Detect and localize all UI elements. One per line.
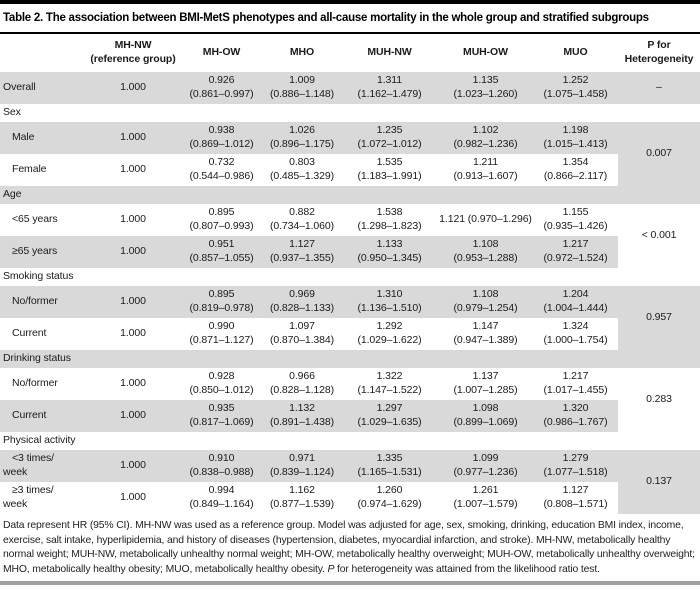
p-value-cell: 0.957	[618, 286, 700, 350]
ci-value: (0.913–1.607)	[453, 170, 518, 182]
row-label	[0, 236, 86, 268]
hr-cell	[180, 72, 263, 104]
ci-value: (0.877–1.539)	[269, 498, 335, 510]
ci-value: (0.977–1.236)	[453, 466, 518, 478]
hr-cell	[180, 400, 263, 432]
hr-cell	[180, 286, 263, 318]
hr-value: 1.320	[562, 402, 589, 415]
footnote-italic-p: P	[327, 563, 335, 575]
ci-value: (0.807–0.993)	[189, 220, 254, 232]
ci-value: (1.072–1.012)	[357, 138, 422, 150]
ci-value: (0.817–1.069)	[189, 416, 254, 428]
ci-value: (1.004–1.444)	[543, 302, 608, 314]
hr-value: 1.009	[289, 74, 315, 87]
section-label: Drinking status	[0, 350, 700, 368]
header-line: P for	[647, 39, 671, 52]
hr-value: 1.217	[562, 370, 589, 383]
ci-value: (0.899–1.069)	[453, 416, 518, 428]
hr-value: 0.928	[208, 370, 235, 383]
hr-value: 0.966	[289, 370, 315, 383]
row-label-line1: <3 times/	[12, 452, 54, 465]
row-label	[0, 286, 86, 318]
column-header-muh-ow: MUH-OW	[463, 46, 508, 59]
reference-cell: 1.000	[120, 327, 146, 340]
ci-value: (0.544–0.986)	[189, 170, 254, 182]
hr-cell	[180, 368, 263, 400]
hr-value: 1.538	[376, 206, 403, 219]
hr-cell	[438, 450, 533, 482]
hr-cell	[438, 400, 533, 432]
hr-cell	[263, 400, 341, 432]
row-label-line2: week	[3, 498, 28, 510]
hr-value: 1.135	[472, 74, 499, 87]
hr-value: 1.322	[376, 370, 403, 383]
hr-value: 1.108	[472, 238, 499, 251]
hr-cell	[180, 450, 263, 482]
hr-cell	[341, 236, 438, 268]
hr-cell	[341, 318, 438, 350]
hr-cell	[533, 482, 618, 514]
hr-cell	[533, 122, 618, 154]
hr-cell	[438, 318, 533, 350]
ci-value: (1.077–1.518)	[543, 466, 608, 478]
hr-value: 0.882	[289, 206, 315, 219]
table-row-male	[0, 122, 700, 154]
hr-value: 0.971	[289, 452, 315, 465]
ci-value: (0.886–1.148)	[269, 88, 335, 100]
hr-cell	[263, 204, 341, 236]
section-label: Sex	[3, 106, 21, 119]
ci-value: (0.828–1.128)	[269, 384, 335, 396]
ci-value: (1.075–1.458)	[543, 88, 608, 100]
reference-cell: 1.000	[120, 377, 146, 390]
reference-cell: 1.000	[86, 400, 180, 432]
table-title: Table 2. The association between BMI-MetS phenotypes and all-cause mortality in the whole group and stratified subgroups	[3, 12, 649, 24]
ci-value: (0.896–1.175)	[269, 138, 335, 150]
hr-value: 1.198	[562, 124, 589, 137]
hr-value: 1.132	[289, 402, 315, 415]
row-label-text: Overall	[3, 81, 36, 94]
reference-cell: 1.000	[120, 163, 146, 176]
hr-cell	[263, 154, 341, 186]
hr-value: 1.535	[376, 156, 403, 169]
hr-value: 1.310	[376, 288, 403, 301]
ci-value: (1.029–1.622)	[357, 334, 422, 346]
hr-value: 0.951	[208, 238, 235, 251]
hr-cell	[438, 72, 533, 104]
ci-value: (0.849–1.164)	[189, 498, 254, 510]
section-label: Physical activity	[3, 434, 76, 447]
ci-value: (0.947–1.389)	[453, 334, 518, 346]
ci-value: (0.861–0.997)	[189, 88, 254, 100]
hr-cell	[438, 122, 533, 154]
ci-value: (0.974–1.629)	[357, 498, 422, 510]
hr-value: 1.311	[377, 74, 402, 87]
hr-cell	[438, 236, 533, 268]
hr-value: 1.297	[376, 402, 403, 415]
hr-value: 1.354	[562, 156, 589, 169]
ci-value: (1.298–1.823)	[357, 220, 422, 232]
table-row-drinking-current	[0, 400, 700, 432]
hr-value: 0.895	[208, 206, 235, 219]
ci-value: (1.000–1.754)	[543, 334, 608, 346]
hr-value: 1.121 (0.970–1.296)	[439, 213, 532, 226]
hr-value: 0.803	[289, 156, 315, 169]
ci-value: (0.972–1.524)	[543, 252, 608, 264]
row-label-text: No/former	[12, 377, 58, 390]
hr-cell	[341, 204, 438, 236]
hr-value: 1.292	[376, 320, 403, 333]
column-header-mho: MHO	[289, 46, 315, 59]
row-label-text	[3, 484, 61, 511]
hr-value: 1.099	[472, 452, 499, 465]
results-table	[0, 34, 700, 514]
hr-value: 1.097	[289, 320, 315, 333]
hr-value: 0.935	[208, 402, 235, 415]
hr-value: 0.926	[208, 74, 235, 87]
hr-value: 1.137	[472, 370, 499, 383]
table-row-under-65	[0, 204, 700, 236]
section-row-drinking-status	[0, 350, 700, 368]
hr-cell	[180, 318, 263, 350]
hr-cell	[180, 236, 263, 268]
hr-cell	[341, 450, 438, 482]
p-value-cell: 0.283	[646, 393, 672, 406]
hr-cell	[533, 236, 618, 268]
row-label-text: Current	[12, 327, 47, 340]
hr-value: 1.108	[472, 288, 499, 301]
ci-value: (1.165–1.531)	[357, 466, 422, 478]
ci-value: (1.162–1.479)	[357, 88, 422, 100]
hr-value: 1.252	[562, 74, 589, 87]
hr-value: 0.994	[208, 484, 235, 497]
column-header-mh-nw-reference	[86, 34, 180, 72]
hr-value: 1.261	[472, 484, 499, 497]
table-row-drinking-no-former	[0, 368, 700, 400]
hr-value: 0.732	[208, 156, 235, 169]
footnote-text: Data represent HR (95% CI). MH-NW was used as a reference group. Model was adjusted for age, sex, smoking, drinking, education BMI index, income, exercise, salt intake, hyperlipidemia, and history of diseases (hypertension, diabetes, myocardial infarction, and stroke). MH-NW, metabolically healthy normal weight; MUH-NW, metabolically unhealthy normal weight; MH-OW, metabolically healthy overweight; MUH-OW, metabolically unhealthy overweight; MHO, metabolically healthy obesity; MUO, metabolically healthy obesity.	[3, 520, 695, 575]
header-line: MH-NW	[114, 39, 152, 52]
hr-value: 1.147	[472, 320, 499, 333]
ci-value: (0.838–0.988)	[189, 466, 254, 478]
hr-cell	[263, 72, 341, 104]
hr-cell	[341, 400, 438, 432]
hr-cell	[438, 204, 533, 236]
table-row-female	[0, 154, 700, 186]
section-label: Age	[0, 186, 700, 204]
hr-cell	[341, 286, 438, 318]
row-label	[0, 154, 86, 186]
section-row-smoking-status	[0, 268, 700, 286]
row-label-text: <65 years	[12, 213, 58, 226]
p-value-cell: –	[618, 72, 700, 104]
hr-cell	[533, 286, 618, 318]
reference-cell: 1.000	[86, 72, 180, 104]
hr-cell	[180, 482, 263, 514]
table-row-activity-3-or-more	[0, 482, 700, 514]
hr-value: 1.127	[562, 484, 589, 497]
column-header-mh-ow: MH-OW	[202, 46, 241, 59]
hr-cell	[438, 368, 533, 400]
table-footnote	[0, 519, 700, 577]
row-label-text: No/former	[12, 295, 58, 308]
ci-value: (0.485–1.329)	[269, 170, 335, 182]
hr-cell	[263, 236, 341, 268]
reference-cell: 1.000	[86, 122, 180, 154]
p-value-cell: 0.007	[618, 122, 700, 186]
row-label	[0, 368, 86, 400]
ci-value: (1.183–1.991)	[357, 170, 422, 182]
row-label-text: Male	[12, 131, 35, 144]
header-line: Heterogeneity	[624, 53, 694, 65]
hr-value: 0.910	[208, 452, 235, 465]
reference-cell: 1.000	[86, 286, 180, 318]
row-label-text: Current	[12, 409, 47, 422]
column-header-muo: MUO	[563, 46, 588, 59]
ci-value: (0.850–1.012)	[189, 384, 254, 396]
hr-cell	[533, 72, 618, 104]
hr-cell	[341, 368, 438, 400]
table-row-65-and-over	[0, 236, 700, 268]
reference-cell: 1.000	[86, 236, 180, 268]
ci-value: (1.017–1.455)	[543, 384, 608, 396]
column-header-muh-nw: MUH-NW	[367, 46, 412, 59]
ci-value: (1.015–1.413)	[543, 138, 608, 150]
ci-value: (1.023–1.260)	[453, 88, 518, 100]
hr-cell	[438, 154, 533, 186]
hr-value: 1.279	[562, 452, 589, 465]
ci-value: (0.982–1.236)	[453, 138, 518, 150]
hr-value: 1.217	[562, 238, 589, 251]
hr-value: 1.162	[289, 484, 315, 497]
ci-value: (0.935–1.426)	[543, 220, 608, 232]
hr-cell	[438, 286, 533, 318]
ci-value: (0.950–1.345)	[357, 252, 422, 264]
ci-value: (1.136–1.510)	[357, 302, 422, 314]
ci-value: (0.819–0.978)	[189, 302, 254, 314]
hr-cell	[533, 154, 618, 186]
hr-cell	[533, 368, 618, 400]
hr-cell	[341, 482, 438, 514]
ci-value: (0.953–1.288)	[453, 252, 518, 264]
table-row-activity-under-3	[0, 450, 700, 482]
hr-cell	[533, 204, 618, 236]
section-row-age	[0, 186, 700, 204]
ci-value: (1.029–1.635)	[357, 416, 422, 428]
section-label: Smoking status	[3, 270, 74, 283]
hr-value: 1.133	[376, 238, 403, 251]
row-label-text: ≥65 years	[12, 245, 58, 258]
hr-cell	[180, 122, 263, 154]
p-value-cell: < 0.001	[641, 229, 677, 242]
row-label	[0, 318, 86, 350]
hr-value: 0.895	[208, 288, 235, 301]
row-label-text: Female	[12, 163, 47, 176]
row-label	[0, 482, 86, 514]
table-row-overall	[0, 72, 700, 104]
hr-cell	[263, 482, 341, 514]
ci-value: (0.869–1.012)	[189, 138, 254, 150]
hr-cell	[263, 286, 341, 318]
column-header-empty	[0, 34, 86, 72]
ci-value: (0.808–1.571)	[543, 498, 608, 510]
hr-value: 1.335	[376, 452, 403, 465]
hr-value: 1.260	[376, 484, 403, 497]
ci-value: (0.870–1.384)	[269, 334, 335, 346]
row-label	[0, 122, 86, 154]
bottom-border-bar	[0, 581, 700, 585]
hr-cell	[180, 154, 263, 186]
header-row	[0, 34, 700, 72]
reference-cell: 1.000	[120, 213, 146, 226]
ci-value: (1.147–1.522)	[357, 384, 422, 396]
hr-value: 1.235	[376, 124, 403, 137]
ci-value: (1.007–1.579)	[453, 498, 518, 510]
hr-value: 0.938	[208, 124, 235, 137]
hr-cell	[263, 122, 341, 154]
ci-value: (0.857–1.055)	[189, 252, 254, 264]
row-label	[0, 400, 86, 432]
p-value-cell: 0.137	[618, 450, 700, 514]
hr-value: 0.969	[289, 288, 315, 301]
hr-value: 1.155	[562, 206, 589, 219]
hr-value: 1.204	[562, 288, 589, 301]
hr-cell	[438, 482, 533, 514]
reference-cell: 1.000	[120, 491, 146, 504]
row-label	[0, 450, 86, 482]
hr-cell	[341, 154, 438, 186]
row-label-text	[3, 452, 61, 479]
column-header-p-heterogeneity	[618, 34, 700, 72]
hr-cell	[533, 400, 618, 432]
ci-value: (0.871–1.127)	[189, 334, 254, 346]
reference-cell: 1.000	[86, 450, 180, 482]
hr-cell	[263, 368, 341, 400]
ci-value: (0.828–1.133)	[269, 302, 335, 314]
ci-value: (0.937–1.355)	[269, 252, 335, 264]
row-label-line2: week	[3, 466, 28, 478]
table-row-smoking-current	[0, 318, 700, 350]
ci-value: (0.891–1.438)	[269, 416, 335, 428]
ci-value: (1.007–1.285)	[453, 384, 518, 396]
hr-cell	[533, 450, 618, 482]
header-line: (reference group)	[90, 53, 176, 65]
hr-cell	[263, 318, 341, 350]
table-row-smoking-no-former	[0, 286, 700, 318]
hr-value: 1.098	[472, 402, 499, 415]
ci-value: (0.979–1.254)	[453, 302, 518, 314]
ci-value: (0.839–1.124)	[269, 466, 335, 478]
hr-value: 1.026	[289, 124, 315, 137]
row-label	[0, 204, 86, 236]
hr-cell	[263, 450, 341, 482]
section-row-physical-activity	[0, 432, 700, 450]
hr-cell	[341, 122, 438, 154]
row-label	[0, 72, 86, 104]
hr-value: 1.211	[473, 156, 498, 169]
hr-value: 1.324	[562, 320, 589, 333]
section-row-sex	[0, 104, 700, 122]
hr-value: 1.102	[472, 124, 499, 137]
ci-value: (0.866–2.117)	[543, 170, 608, 182]
ci-value: (0.734–1.060)	[269, 220, 335, 232]
footnote-text: for heterogeneity was attained from the likelihood ratio test.	[334, 563, 600, 575]
hr-cell	[533, 318, 618, 350]
hr-value: 1.127	[289, 238, 315, 251]
row-label-line1: ≥3 times/	[12, 484, 54, 497]
hr-cell	[341, 72, 438, 104]
ci-value: (0.986–1.767)	[543, 416, 608, 428]
hr-value: 0.990	[208, 320, 235, 333]
hr-cell	[180, 204, 263, 236]
